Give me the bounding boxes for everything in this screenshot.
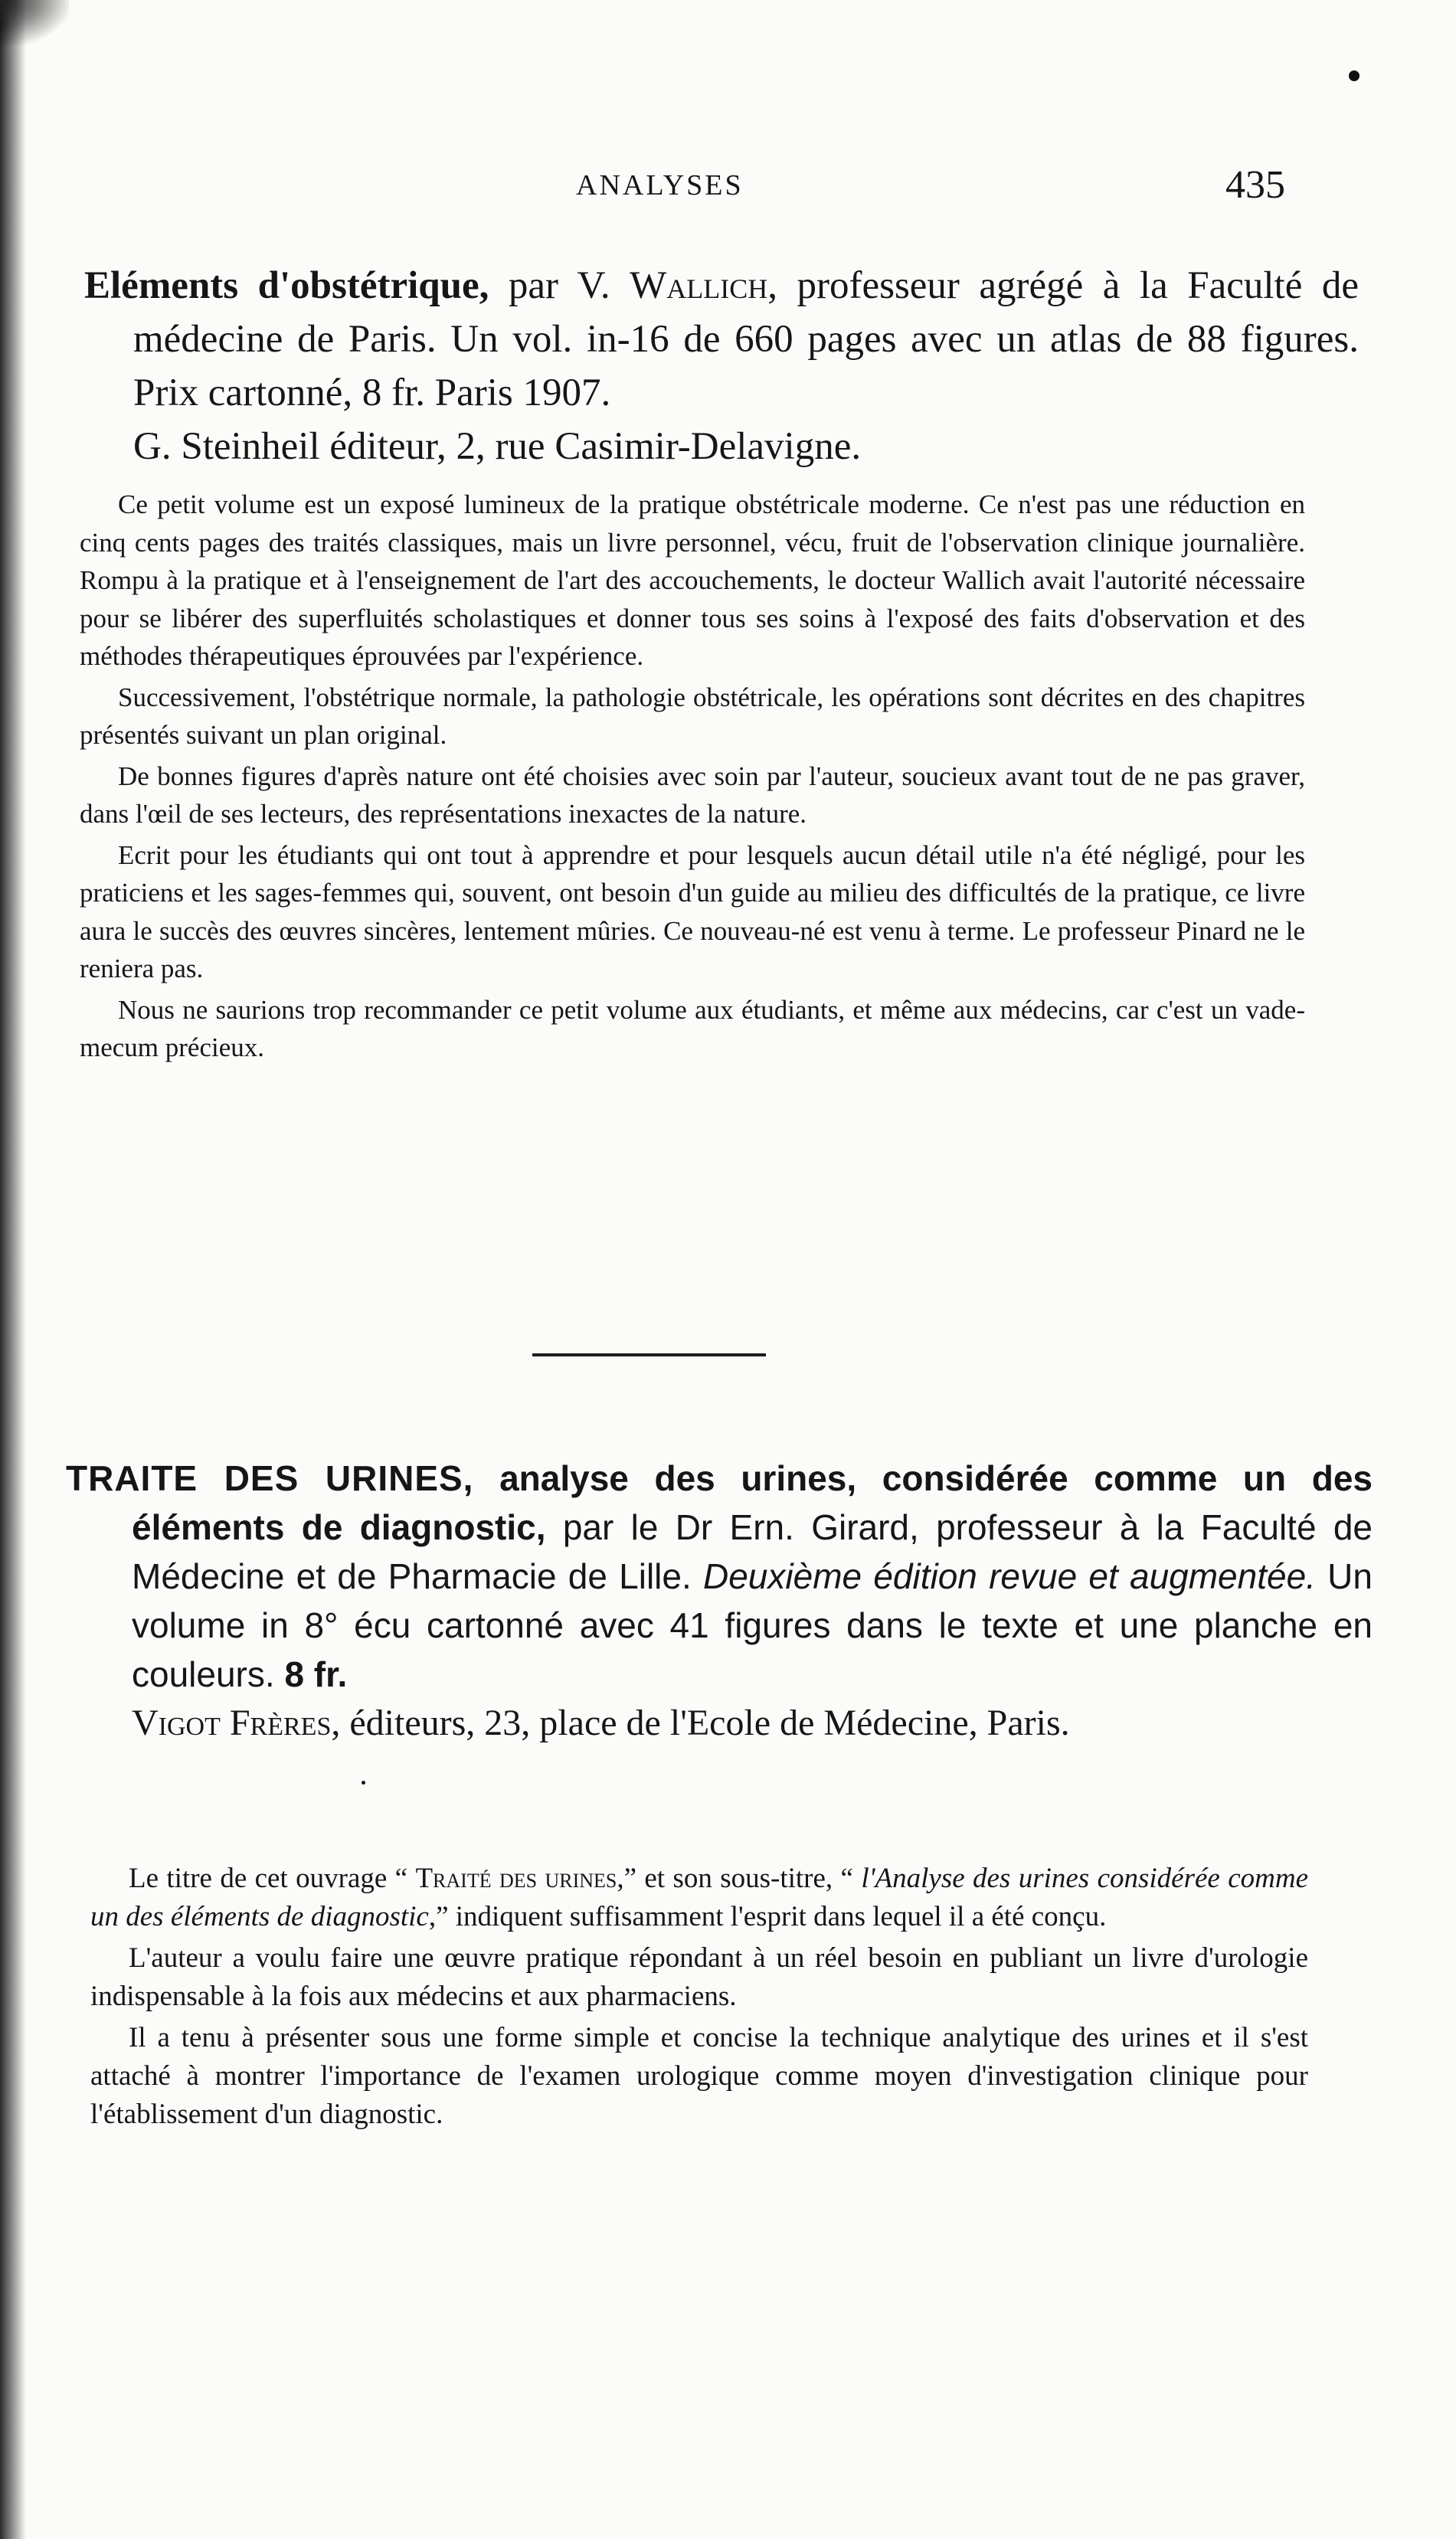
- entry-1-paragraph: Ce petit volume est un exposé lumineux de la pratique obstétricale moderne. Ce n'est pas une réduction en cinq cents pages des traités classiques, mais un livre personnel, vécu, fruit de l'observation clinique journalière. Rompu à la pratique et à l'enseignement de l'art des accouchements, le docteur Wallich avait l'autorité nécessaire pour se libérer des superfluités scholastiques et donner tous ses soins à l'exposé des faits d'observation et des méthodes thérapeutiques éprouvées par l'expérience.: [80, 489, 1305, 671]
- entry-2-details: Un volume in 8° écu cartonné avec 41 figures dans le texte et une planche en couleurs.: [132, 1556, 1373, 1694]
- entry-1-title: Eléments d'obstétrique,: [84, 264, 489, 307]
- entry-2-quoted-title: Traité des urines: [415, 1863, 617, 1894]
- entry-2-publisher: [132, 1699, 1373, 1748]
- entry-2-text: ,” et son sous-titre, “: [617, 1863, 862, 1894]
- entry-2-paragraph: Il a tenu à présenter sous une forme simple et concise la technique analytique des urines et il s'est attaché à montrer l'importance de l'examen urologique comme moyen d'investigation clinique pour l'établissement d'un diagnostic.: [90, 2022, 1308, 2130]
- entry-2-edition: Deuxième édition revue et augmentée.: [703, 1556, 1316, 1596]
- entry-2-quoted-subtitle: l'Analyse des urines considérée comme un des éléments de diagnostic: [90, 1863, 1308, 1932]
- entry-1-byline: par V.: [489, 264, 630, 307]
- scan-corner-mark: [0, 0, 69, 46]
- entry-2-paragraph: L'auteur a voulu faire une œuvre pratique répondant à un réel besoin en publiant un livre d'urologie indispensable à la fois aux médecins et aux pharmaciens.: [90, 1942, 1308, 2012]
- entry-1-publisher: G. Steinheil éditeur, 2, rue Casimir-Delavigne.: [133, 425, 862, 468]
- entry-2-price: 8 fr.: [284, 1654, 348, 1694]
- entry-1-review: [80, 486, 1305, 1070]
- entry-2-byline: par le Dr Ern. Girard, professeur à la Faculté de Médecine et de Pharmacie de Lille.: [132, 1507, 1373, 1596]
- entry-1-author: Wallich: [630, 264, 768, 307]
- entry-2-paragraph: [90, 1860, 1308, 1936]
- running-head: [0, 163, 1456, 207]
- section-divider: [532, 1353, 766, 1356]
- entry-1-paragraph: Nous ne saurions trop recommander ce petit volume aux étudiants, et même aux médecins, car c'est un vade-mecum précieux.: [80, 994, 1305, 1062]
- running-title: ANALYSES: [576, 169, 744, 201]
- page-number: 435: [1225, 163, 1285, 207]
- entry-2-heading: [66, 1454, 1373, 1748]
- entry-2-publisher-address: , éditeurs, 23, place de l'Ecole de Médecine, Paris.: [331, 1703, 1070, 1743]
- entry-1-paragraph: De bonnes figures d'après nature ont été choisies avec soin par l'auteur, soucieux avant tout de ne pas graver, dans l'œil de ses lecteurs, des représentations inexactes de la nature.: [80, 761, 1305, 829]
- entry-2-title: TRAITE DES URINES,: [66, 1458, 474, 1498]
- entry-1-paragraph: Successivement, l'obstétrique normale, la pathologie obstétricale, les opérations sont décrites en des chapitres présentés suivant un plan original.: [80, 682, 1305, 750]
- entry-1-paragraph: Ecrit pour les étudiants qui ont tout à apprendre et pour lesquels aucun détail utile n'a été négligé, pour les praticiens et les sages-femmes qui, souvent, ont besoin d'un guide au milieu des difficultés de la pratique, ce livre aura le succès des œuvres sincères, lentement mûries. Ce nouveau-né est venu à terme. Le professeur Pinard ne le reniera pas.: [80, 839, 1305, 983]
- entry-1-heading: [84, 259, 1359, 473]
- entry-2-subtitle: analyse des urines, considérée comme un des éléments de diagnostic,: [132, 1458, 1373, 1547]
- entry-2-text: Le titre de cet ouvrage “: [129, 1863, 416, 1894]
- entry-2-review: [90, 1860, 1308, 2137]
- entry-2-publisher-name: Vigot Frères: [132, 1703, 332, 1743]
- entry-2-text: ,” indiquent suffisamment l'esprit dans lequel il a été conçu.: [428, 1901, 1107, 1932]
- ink-speck: [362, 1781, 365, 1785]
- entry-1-details: , professeur agrégé à la Faculté de médecine de Paris. Un vol. in-16 de 660 pages avec un atlas de 88 figures. Prix cartonné, 8 fr. Paris 1907.: [133, 264, 1359, 414]
- ink-speck: [1349, 70, 1359, 81]
- scan-binding-edge: [0, 0, 26, 2539]
